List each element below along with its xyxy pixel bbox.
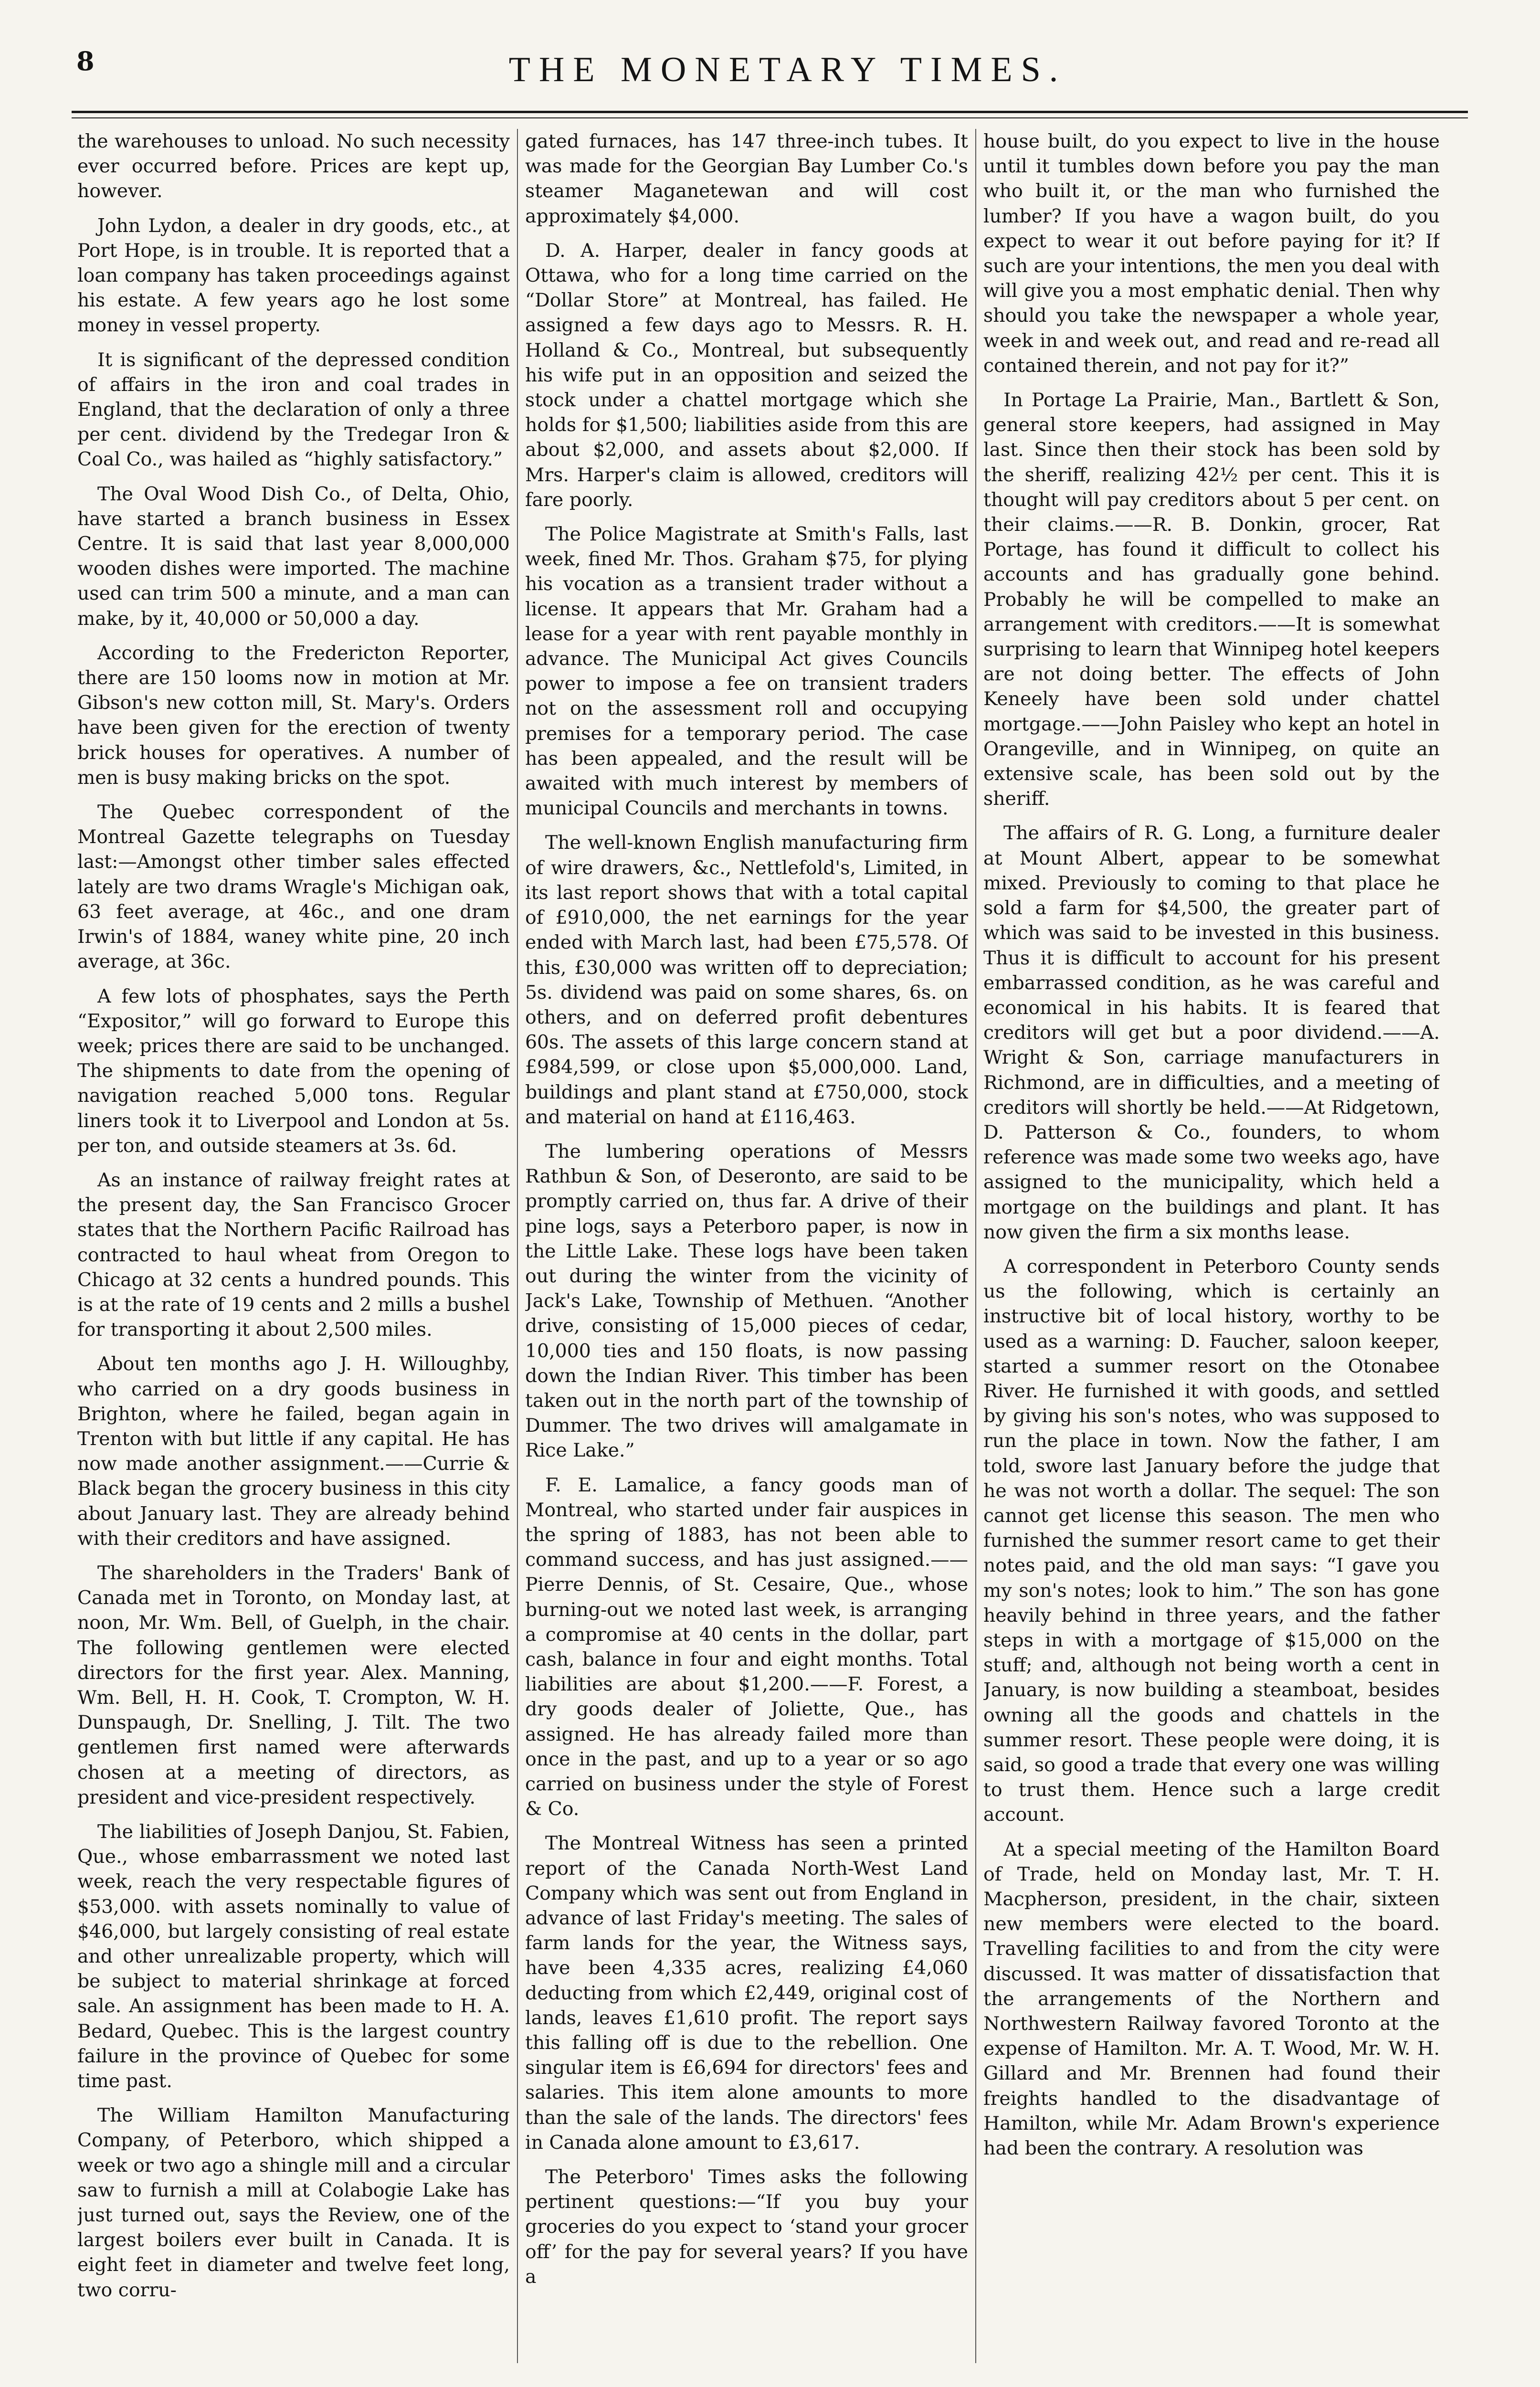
- paragraph: The well-known English manufacturing firm of wire drawers, &c., Nettlefold's, Limited, in its last report shows that with a total capital of £910,000, the net earnings for the year ended with March last, had been £75,578. Of this, £30,000 was written off to depreciation; 5s. dividend was paid on some shares, 6s. on others, and on deferred profit debentures 60s. The assets of this large concern stand at £984,599, or close upon $5,000,000. Land, buildings and plant stand at £750,000, stock and material on hand at £116,463.: [525, 832, 968, 1128]
- masthead-title: THE MONETARY TIMES.: [508, 50, 1067, 89]
- paragraph: house built, do you expect to live in the house until it tumbles down before you pay the man who built it, or the man who furnished the lumber? If you have a wagon built, do you expect to wear it out before paying for it? If such are your intentions, the men you deal with will give you a most emphatic denial. Then why should you take the newspaper a whole year, week in and week out, and read and re-read all contained therein, and not pay for it?”: [983, 130, 1440, 377]
- paragraph: gated furnaces, has 147 three-inch tubes. It was made for the Georgian Bay Lumber Co.'s steamer Maganetewan and will cost approximately $4,000.: [525, 130, 968, 227]
- column-divider: [975, 129, 976, 2363]
- paragraph: F. E. Lamalice, a fancy goods man of Montreal, who started under fair auspices in the spring of 1883, has not been able to command success, and has just assigned.——Pierre Dennis, of St. Cesaire, Que., whose burning-out we noted last week, is arranging a compromise at 40 cents in the dollar, part cash, balance in four and eight months. Total liabilities are about $1,200.——F. Forest, a dry goods dealer of Joliette, Que., has assigned. He has already failed more than once in the past, and up to a year or so ago carried on business under the style of Forest & Co.: [525, 1474, 968, 1820]
- paragraph: The William Hamilton Manufacturing Company, of Peterboro, which shipped a week or two ago a shingle mill and a circular saw to furnish a mill at Colabogie Lake has just turned out, says the Review, one of the largest boilers ever built in Canada. It is eight feet in diameter and twelve feet long, two corru-: [77, 2104, 510, 2301]
- paragraph: About ten months ago J. H. Willoughby, who carried on a dry goods business in Brighton, where he failed, began again in Trenton with but little if any capital. He has now made another assignment.——Currie & Black began the grocery business in this city about January last. They are already behind with their creditors and have assigned.: [77, 1353, 510, 1550]
- paragraph: A correspondent in Peterboro County sends us the following, which is certainly an instructive bit of local history, worthy to be used as a warning: D. Faucher, saloon keeper, started a summer resort on the Otonabee River. He furnished it with goods, and settled by giving his son's notes, who was supposed to run the place in town. Now the father, I am told, swore last January before the judge that he was not worth a dollar. The sequel: The son cannot get license this season. The men who furnished the summer resort came to get their notes paid, and the old man says: “I gave you my son's notes; look to him.” The son has gone heavily behind in three years, and the father steps in with a mortgage of $15,000 on the stuff; and, although not being worth a cent in January, is now building a steamboat, besides owning all the goods and chattels in the summer resort. These people were doing, it is said, so good a trade that every one was willing to trust them. Hence such a large credit account.: [983, 1255, 1440, 1826]
- paragraph: The lumbering operations of Messrs Rathbun & Son, of Deseronto, are said to be promptly carried on, thus far. A drive of their pine logs, says a Peterboro paper, is now in the Little Lake. These logs have been taken out during the winter from the vicinity of Jack's Lake, Township of Methuen. “Another drive, consisting of 15,000 pieces of cedar, 10,000 ties and 150 floats, is now passing down the Indian River. This timber has been taken out in the north part of the township of Dummer. The two drives will amalgamate in Rice Lake.”: [525, 1140, 968, 1462]
- paragraph: The Police Magistrate at Smith's Falls, last week, fined Mr. Thos. Graham $75, for plying his vocation as a transient trader without a license. It appears that Mr. Graham had a lease for a year with rent payable monthly in advance. The Municipal Act gives Councils power to impose a fee on transient traders not on the assessment roll and occupying premises for a temporary period. The case has been appealed, and the result will be awaited with much interest by members of municipal Councils and merchants in towns.: [525, 523, 968, 820]
- paragraph: D. A. Harper, dealer in fancy goods at Ottawa, who for a long time carried on the “Dollar Store” at Montreal, has failed. He assigned a few days ago to Messrs. R. H. Holland & Co., Montreal, but subsequently his wife put in an opposition and seized the stock under a chattel mortgage which she holds for $1,500; liabilities aside from this are about $2,000, and assets about $2,000. If Mrs. Harper's claim is allowed, creditors will fare poorly.: [525, 239, 968, 511]
- column-3: [983, 129, 1440, 2368]
- paragraph: The liabilities of Joseph Danjou, St. Fabien, Que., whose embarrassment we noted last week, reach the very respectable figures of $53,000. with assets nominally to value of $46,000, but largely consisting of real estate and other unrealizable property, which will be subject to material shrinkage at forced sale. An assignment has been made to H. A. Bedard, Quebec. This is the largest country failure in the province of Quebec for some time past.: [77, 1821, 510, 2092]
- column-divider: [517, 129, 518, 2363]
- header-rule-thin: [72, 117, 1468, 118]
- paragraph: As an instance of railway freight rates at the present day, the San Francisco Grocer states that the Northern Pacific Railroad has contracted to haul wheat from Oregon to Chicago at 32 cents a hundred pounds. This is at the rate of 19 cents and 2 mills a bushel for transporting it about 2,500 miles.: [77, 1169, 510, 1341]
- paragraph: According to the Fredericton Reporter, there are 150 looms now in motion at Mr. Gibson's new cotton mill, St. Mary's. Orders have been given for the erection of twenty brick houses for operatives. A number of men is busy making bricks on the spot.: [77, 642, 510, 789]
- paragraph: In Portage La Prairie, Man., Bartlett & Son, general store keepers, had assigned in May last. Since then their stock has been sold by the sheriff, realizing 42½ per cent. This it is thought will pay creditors about 5 per cent. on their claims.——R. B. Donkin, grocer, Rat Portage, has found it difficult to collect his accounts and has gradually gone behind. Probably he will be compelled to make an arrangement with creditors.——It is somewhat surprising to learn that Winnipeg hotel keepers are not doing better. The effects of John Keneely have been sold under chattel mortgage.——John Paisley who kept an hotel in Orangeville, and in Winnipeg, on quite an extensive scale, has been sold out by the sheriff.: [983, 389, 1440, 810]
- paragraph: It is significant of the depressed condition of affairs in the iron and coal trades in England, that the declaration of only a three per cent. dividend by the Tredegar Iron & Coal Co., was hailed as “highly satisfactory.”: [77, 349, 510, 471]
- paragraph: A few lots of phosphates, says the Perth “Expositor,” will go forward to Europe this week; prices there are said to be unchanged. The shipments to date from the opening of navigation reached 5,000 tons. Regular liners took it to Liverpool and London at 5s. per ton, and outside steamers at 3s. 6d.: [77, 985, 510, 1157]
- paragraph: The Peterboro' Times asks the following pertinent questions:—“If you buy your groceries do you expect to ‘stand your grocer off’ for the pay for several years? If you have a: [525, 2166, 968, 2288]
- column-2: [525, 129, 968, 2368]
- paragraph: The Quebec correspondent of the Montreal Gazette telegraphs on Tuesday last:—Amongst other timber sales effected lately are two drams Wragle's Michigan oak, 63 feet average, at 46c., and one dram Irwin's of 1884, waney white pine, 20 inch average, at 36c.: [77, 801, 510, 973]
- page-number: 8: [76, 46, 95, 76]
- paragraph: The Oval Wood Dish Co., of Delta, Ohio, have started a branch business in Essex Centre. It is said that last year 8,000,000 wooden dishes were imported. The machine used can trim 500 a minute, and a man can make, by it, 40,000 or 50,000 a day.: [77, 483, 510, 630]
- paragraph: The shareholders in the Traders' Bank of Canada met in Toronto, on Monday last, at noon, Mr. Wm. Bell, of Guelph, in the chair. The following gentlemen were elected directors for the first year. Alex. Manning, Wm. Bell, H. H. Cook, T. Crompton, W. H. Dunspaugh, Dr. Snelling, J. Tilt. The two gentlemen first named were afterwards chosen at a meeting of directors, as president and vice-president respectively.: [77, 1562, 510, 1808]
- paragraph: The affairs of R. G. Long, a furniture dealer at Mount Albert, appear to be somewhat mixed. Previously to coming to that place he sold a farm for $4,500, the greater part of which was said to be invested in this business. Thus it is difficult to account for his present embarrassed condition, as he was careful and economical in his habits. It is feared that creditors will get but a poor dividend.——A. Wright & Son, carriage manufacturers in Richmond, are in difficulties, and a meeting of creditors will shortly be held.——At Ridgetown, D. Patterson & Co., founders, to whom reference was made some two weeks ago, have assigned to the municipality, which held a mortgage on the buildings and plant. It has now given the firm a six months lease.: [983, 822, 1440, 1243]
- column-1: [77, 129, 510, 2368]
- paragraph: The Montreal Witness has seen a printed report of the Canada North-West Land Company which was sent out from England in advance of last Friday's meeting. The sales of farm lands for the year, the Witness says, have been 4,335 acres, realizing £4,060 deducting from which £2,449, original cost of lands, leaves £1,610 profit. The report says this falling off is due to the rebellion. One singular item is £6,694 for directors' fees and salaries. This item alone amounts to more than the sale of the lands. The directors' fees in Canada alone amount to £3,617.: [525, 1832, 968, 2154]
- paragraph: John Lydon, a dealer in dry goods, etc., at Port Hope, is in trouble. It is reported that a loan company has taken proceedings against his estate. A few years ago he lost some money in vessel property.: [77, 214, 510, 337]
- paragraph: the warehouses to unload. No such necessity ever occurred before. Prices are kept up, however.: [77, 130, 510, 202]
- paragraph: At a special meeting of the Hamilton Board of Trade, held on Monday last, Mr. T. H. Macpherson, president, in the chair, sixteen new members were elected to the board. Travelling facilities to and from the city were discussed. It was matter of dissatisfaction that the arrangements of the Northern and Northwestern Railway favored Toronto at the expense of Hamilton. Mr. A. T. Wood, Mr. W. H. Gillard and Mr. Brennen had found their freights handled to the disadvantage of Hamilton, while Mr. Adam Brown's experience had been the contrary. A resolution was: [983, 1838, 1440, 2160]
- header-rule: [72, 111, 1468, 113]
